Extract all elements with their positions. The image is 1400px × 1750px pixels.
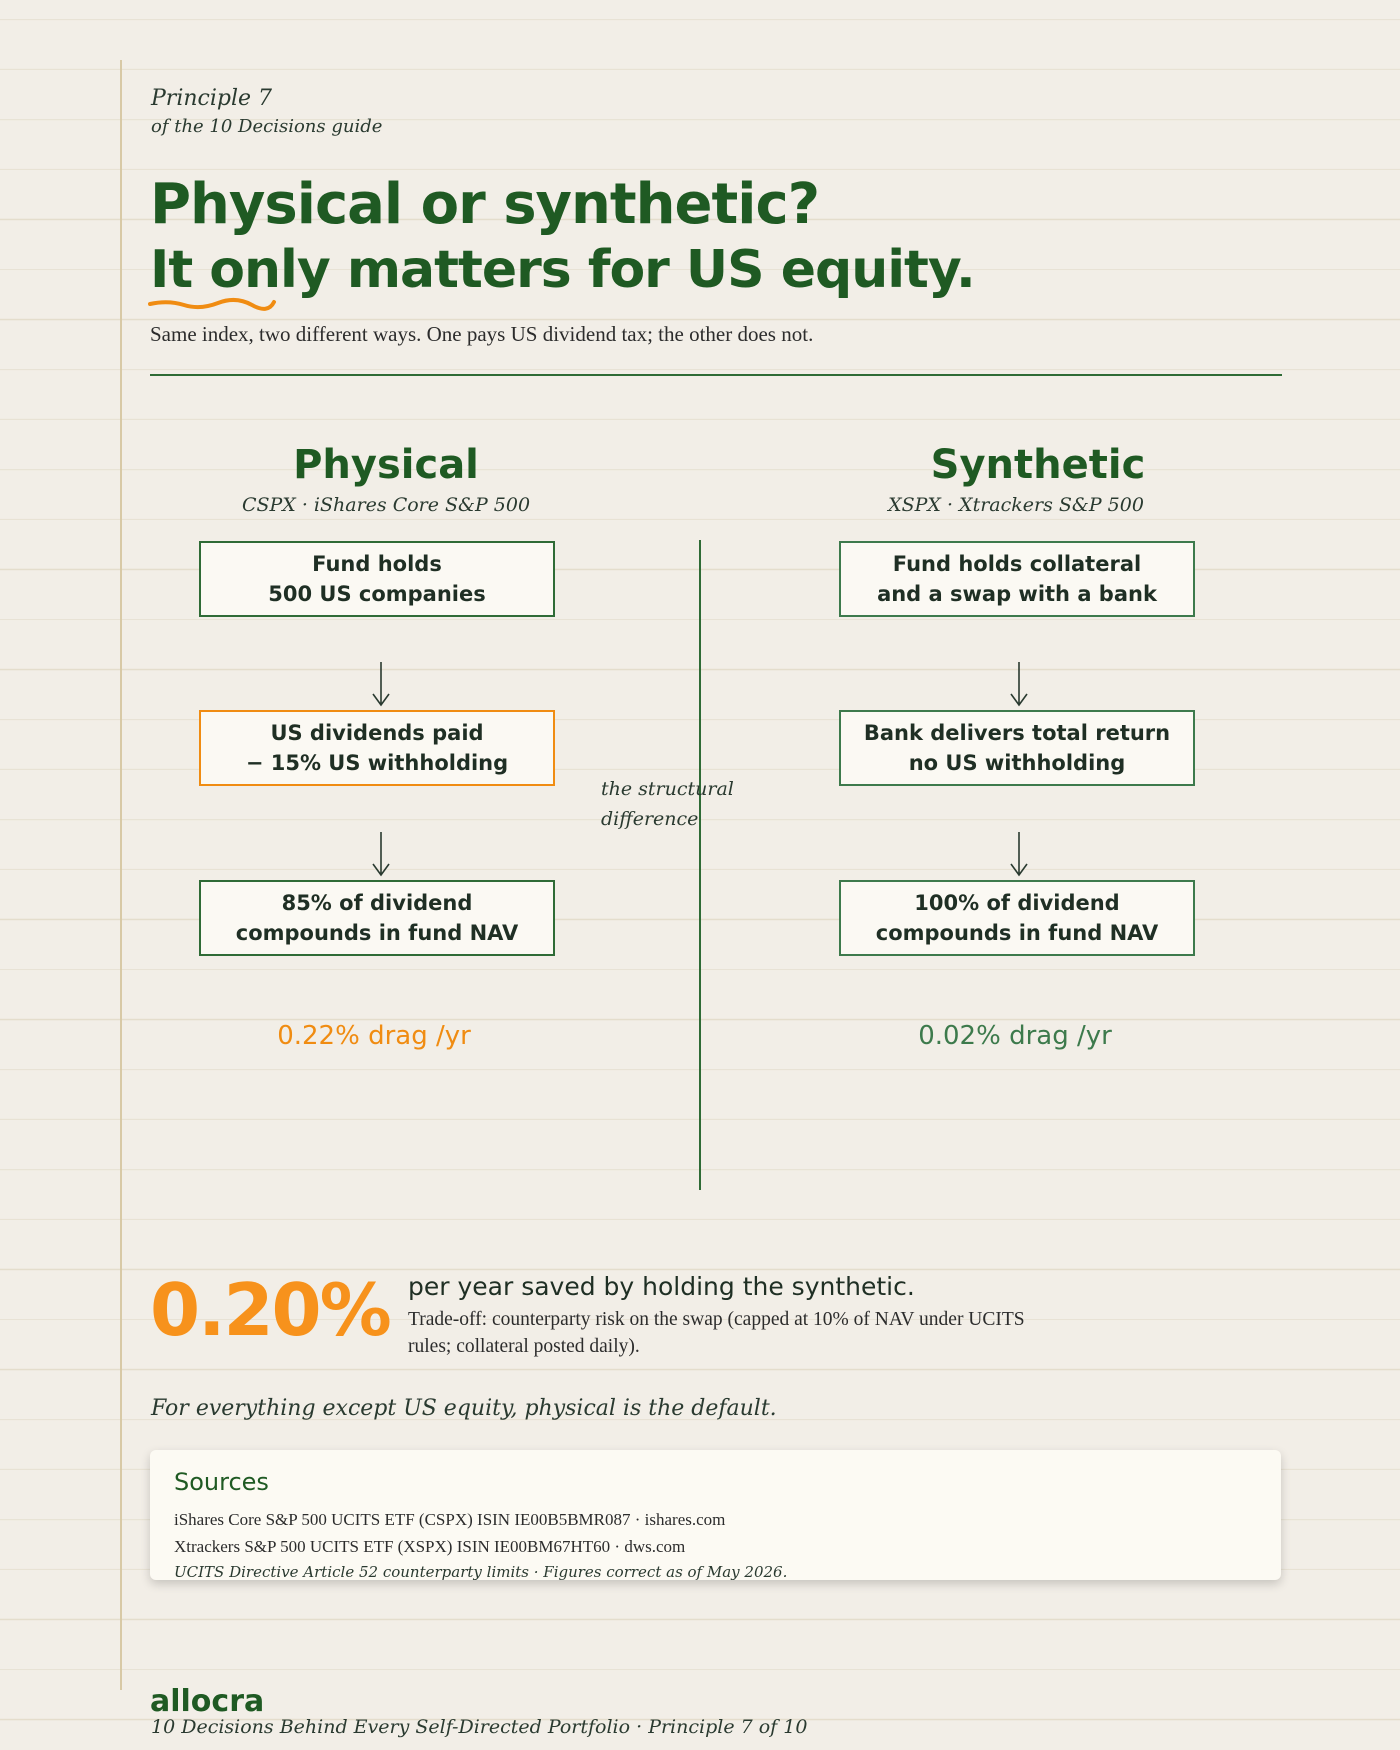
tradeoff-note: Trade-off: counterparty risk on the swap (capped at 10% of NAV under UCITS rules; collateral posted daily).	[408, 1309, 1025, 1357]
hand-underline	[148, 296, 278, 312]
footer-text: 10 Decisions Behind Every Self-Directed Portfolio · Principle 7 of 10	[151, 1716, 808, 1738]
savings-headline: per year saved by holding the synthetic.	[408, 1272, 915, 1301]
source-line: Xtrackers S&P 500 UCITS ETF (XSPX) ISIN IE00BM67HT60 · dws.com	[174, 1537, 686, 1556]
closing-note: For everything except US equity, physical is the default.	[151, 1396, 777, 1421]
down-arrow-icon	[1004, 660, 1034, 708]
physical-step-2: US dividends paid − 15% US withholding	[199, 710, 555, 786]
physical-step-1: Fund holds 500 US companies	[199, 541, 555, 617]
physical-step-3: 85% of dividend compounds in fund NAV	[199, 880, 555, 956]
synthetic-step-3: 100% of dividend compounds in fund NAV	[839, 880, 1195, 956]
down-arrow-icon	[366, 660, 396, 708]
notebook-margin-line	[120, 60, 122, 1690]
synthetic-step-1: Fund holds collateral and a swap with a bank	[839, 541, 1195, 617]
sources-footnote: UCITS Directive Article 52 counterparty limits · Figures correct as of May 2026.	[174, 1563, 788, 1581]
physical-fund-label: CSPX · iShares Core S&P 500	[241, 494, 531, 516]
source-line: iShares Core S&P 500 UCITS ETF (CSPX) ISIN IE00B5BMR087 · ishares.com	[174, 1510, 726, 1529]
savings-stat: 0.20%	[150, 1268, 390, 1352]
sources-title: Sources	[174, 1468, 269, 1496]
down-arrow-icon	[366, 830, 396, 878]
synthetic-title: Synthetic	[930, 442, 1146, 488]
page-title: Physical or synthetic?	[150, 172, 820, 237]
page-subtitle: Same index, two different ways. One pays US dividend tax; the other does not.	[150, 322, 814, 346]
sources-card	[150, 1450, 1281, 1580]
physical-title: Physical	[293, 442, 479, 488]
column-divider	[699, 540, 701, 1190]
down-arrow-icon	[1004, 830, 1034, 878]
guide-label: of the 10 Decisions guide	[151, 116, 383, 137]
header-divider	[150, 374, 1282, 376]
principle-label: Principle 7	[151, 86, 273, 111]
synthetic-drag: 0.02% drag /yr	[918, 1021, 1112, 1051]
page-title-line-2: It only matters for US equity.	[150, 240, 975, 300]
synthetic-fund-label: XSPX · Xtrackers S&P 500	[888, 494, 1144, 516]
structural-difference-note: the structural difference	[601, 778, 734, 830]
synthetic-step-2: Bank delivers total return no US withholding	[839, 710, 1195, 786]
physical-drag: 0.22% drag /yr	[277, 1021, 471, 1051]
brand-logo: allocra	[150, 1684, 265, 1719]
